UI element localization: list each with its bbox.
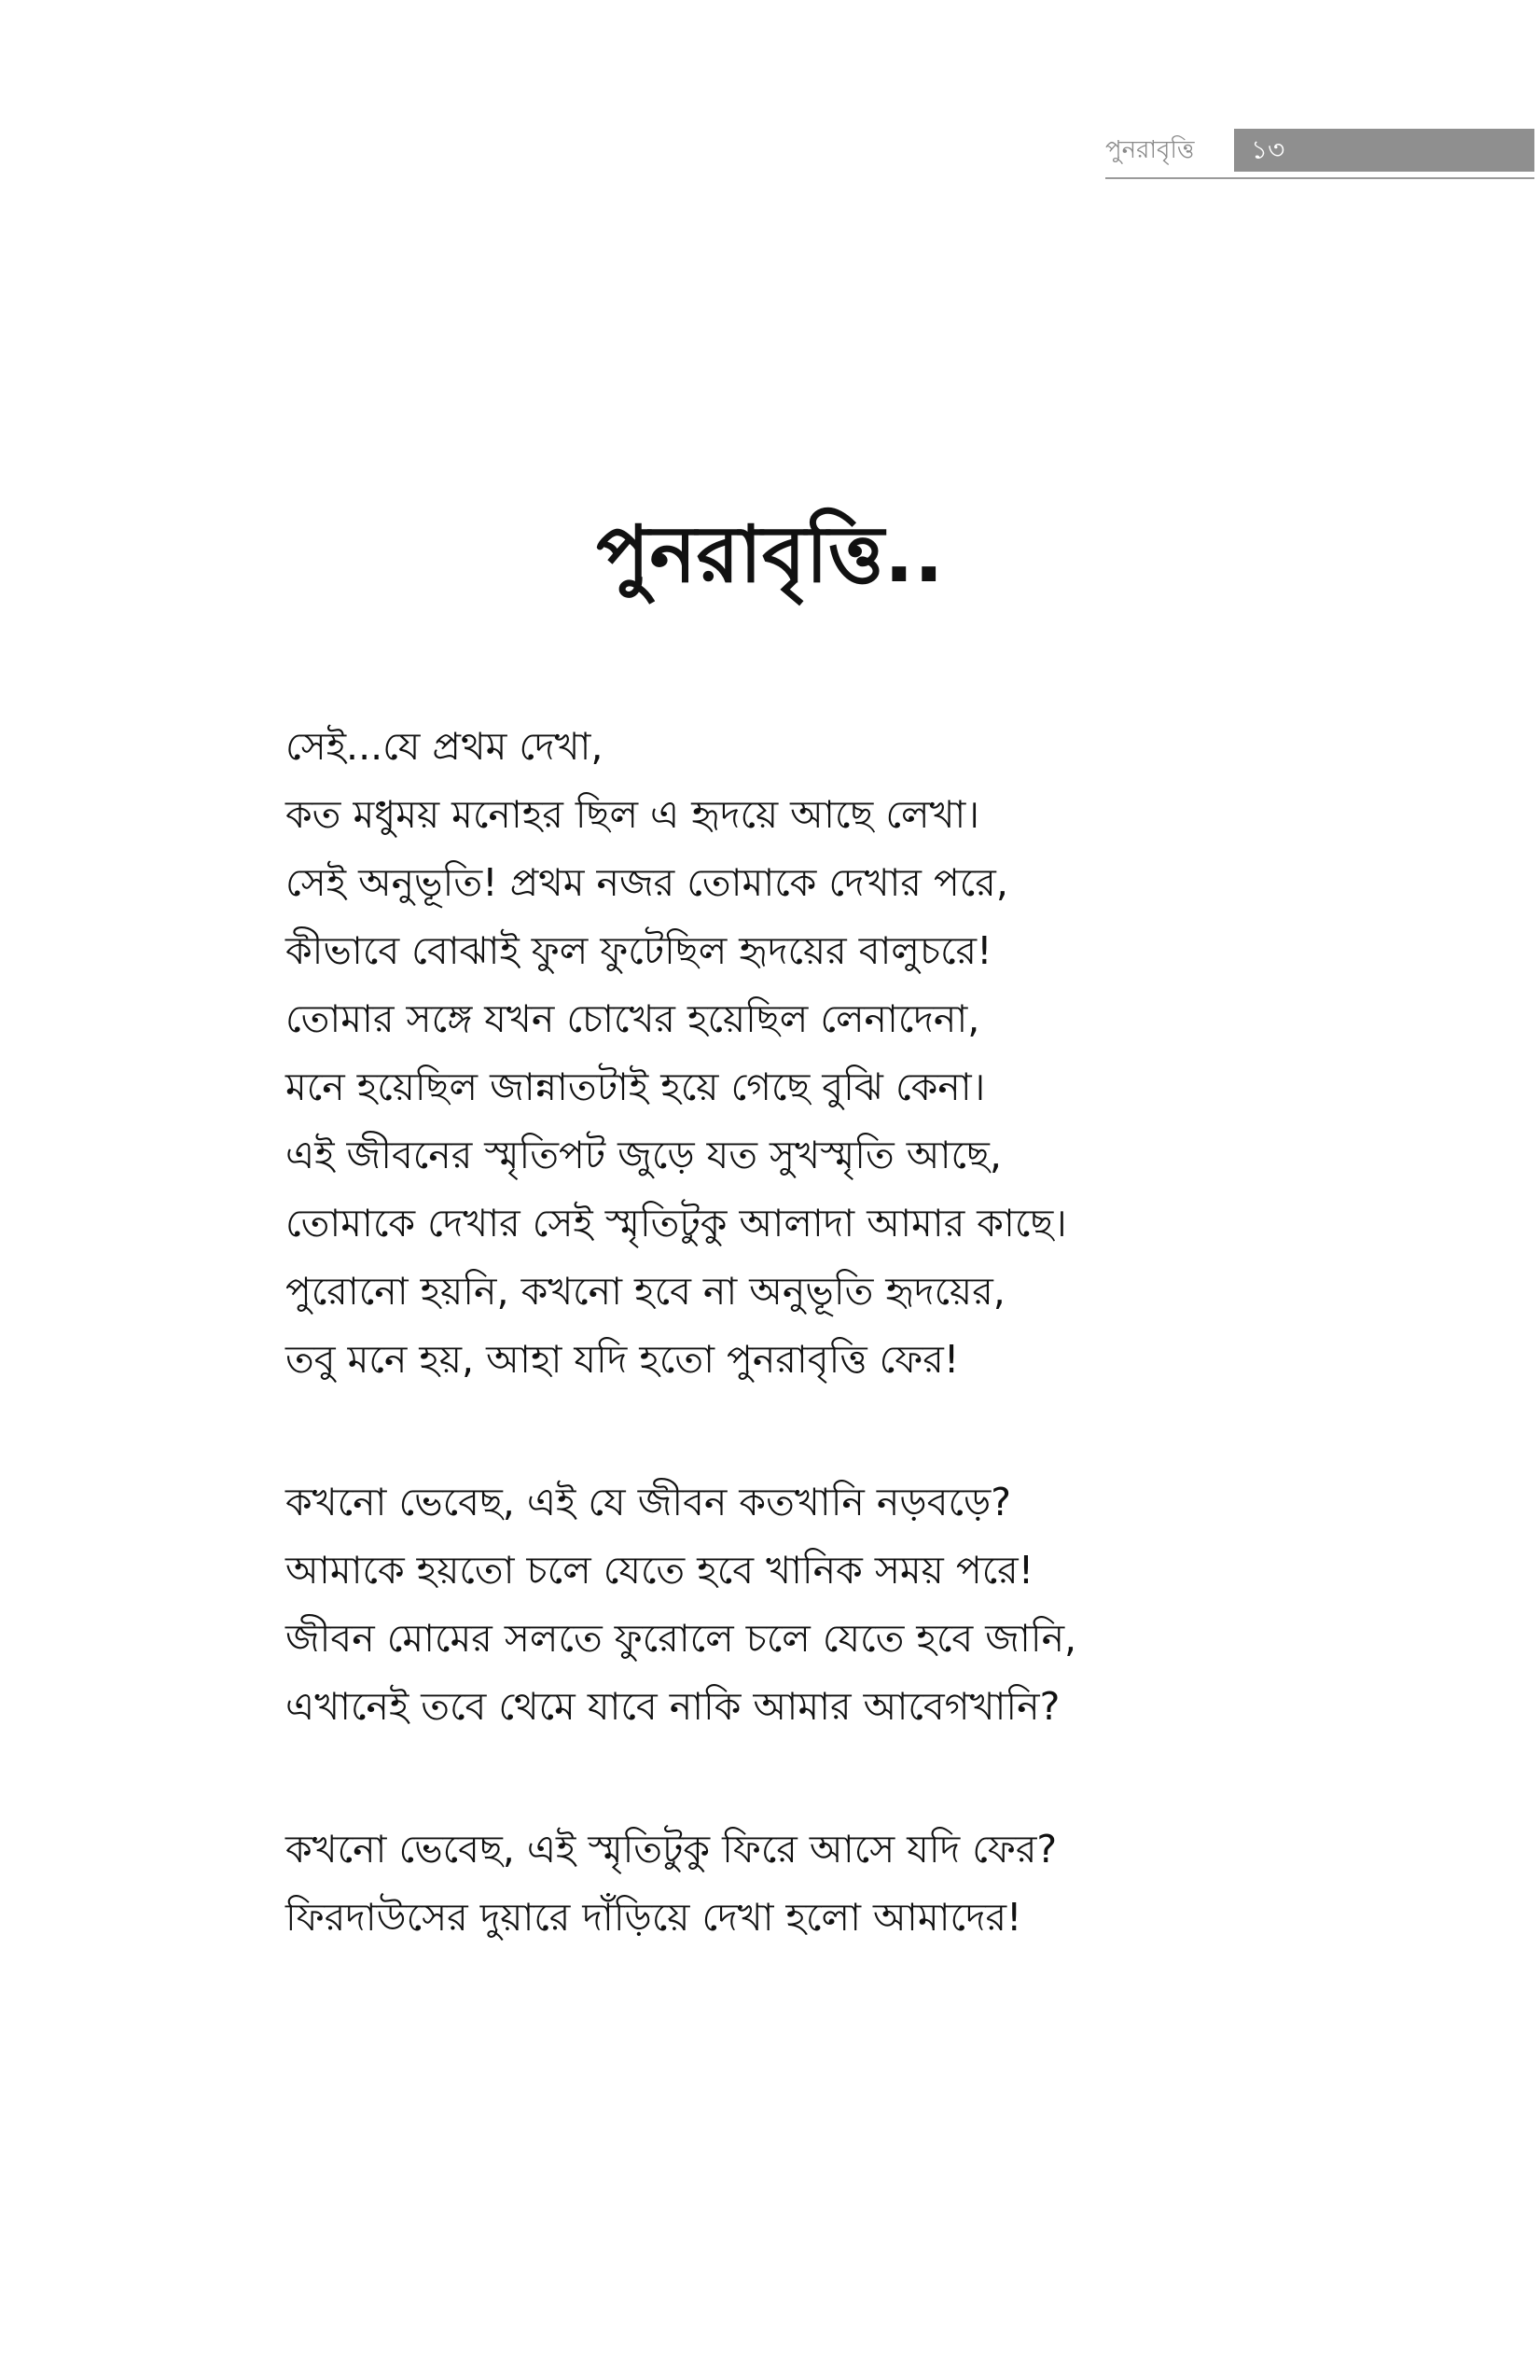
- page-number: ১৩: [1251, 134, 1285, 165]
- poem-line: সেই...যে প্রথম দেখা,: [285, 724, 604, 769]
- poem-line: জীবন মোমের সলতে ফুরোলে চলে যেতে হবে জানি,: [285, 1616, 1077, 1661]
- header-rule: [1105, 177, 1534, 179]
- page-number-tab: [1234, 129, 1534, 172]
- poem-line: তোমাকে দেখার সেই স্মৃতিটুকু আলাদা আমার কাছে।: [285, 1201, 1067, 1246]
- running-header-title: পুনরাবৃত্তি: [1105, 136, 1195, 164]
- poem-line: মনে হয়েছিল জান্নাতটাই হয়ে গেছে বুঝি কেনা।: [285, 1065, 986, 1109]
- poem-line: কখনো ভেবেছ, এই স্মৃতিটুকু ফিরে আসে যদি ফের?: [285, 1827, 1058, 1872]
- poem-line: পুরোনো হয়নি, কখনো হবে না অনুভূতি হৃদয়ের,: [285, 1269, 1006, 1314]
- poem-line: তোমার সঙ্গে যখন চোখের হয়েছিল লেনাদেনা,: [285, 996, 980, 1041]
- poem-line: সেই অনুভূতি! প্রথম নজর তোমাকে দেখার পরে,: [285, 860, 1008, 905]
- poem-line: আমাকে হয়তো চলে যেতে হবে খানিক সময় পরে!: [285, 1548, 1034, 1593]
- poem-line: ফিরদাউসের দুয়ারে দাঁড়িয়ে দেখা হলো আমাদের!: [285, 1895, 1022, 1940]
- stanza-1: [285, 713, 1358, 1394]
- poem-line: কত মধুময় মনোহর ছিল এ হৃদয়ে আছে লেখা।: [285, 792, 979, 837]
- poem-line: তবু মনে হয়, আহা যদি হতো পুনরাবৃত্তি ফের!: [285, 1337, 960, 1382]
- poem-body: [285, 713, 1358, 2026]
- stanza-3: [285, 1816, 1358, 1952]
- poem-line: এখানেই তবে থেমে যাবে নাকি আমার আবেগখানি?: [285, 1684, 1061, 1729]
- poem-line: কীভাবে বোঝাই ফুল ফুটেছিল হৃদয়ের বালুচরে!: [285, 928, 992, 973]
- poem-line: কখনো ভেবেছ, এই যে জীবন কতখানি নড়বড়ে?: [285, 1480, 1011, 1524]
- running-header: [1105, 129, 1534, 172]
- poem-title: পুনরাবৃত্তি..: [596, 508, 944, 601]
- stanza-2: [285, 1468, 1358, 1741]
- poem-line: এই জীবনের স্মৃতিপট জুড়ে যত সুখস্মৃতি আছে,: [285, 1133, 1002, 1177]
